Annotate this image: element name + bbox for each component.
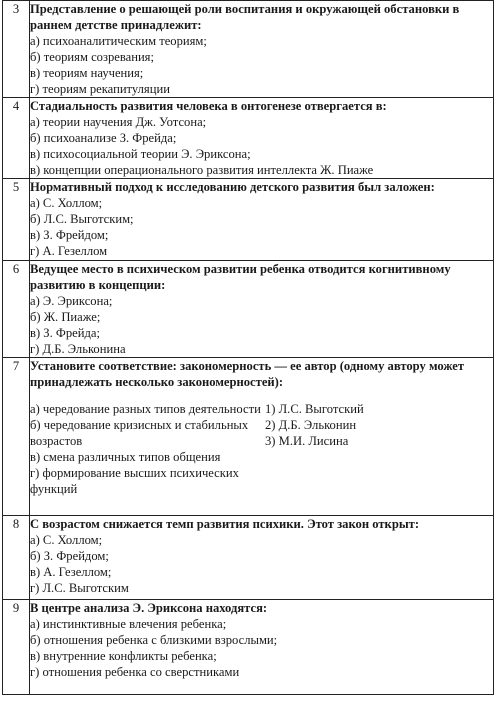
question-cell	[30, 261, 494, 358]
matching-columns	[30, 401, 493, 497]
answer-option: а) С. Холлом;	[30, 533, 103, 547]
question-number: 8	[3, 516, 30, 600]
question-number: 3	[3, 1, 30, 98]
regularity-item: а) чередование разных типов деятельности	[30, 402, 261, 416]
question-text: Установите соответствие: закономерность — ее автор (одному автору может принадлежать несколько закономерностей):	[30, 359, 465, 389]
question-cell	[30, 358, 494, 516]
regularity-item: в) смена различных типов общения	[30, 450, 221, 464]
question-cell	[30, 179, 494, 261]
question-number: 6	[3, 261, 30, 358]
answer-option: в) внутренние конфликты ребенка;	[30, 649, 217, 663]
question-number: 9	[3, 600, 30, 695]
author-item: 1) Л.С. Выготский	[265, 402, 364, 416]
regularity-item: г) формирование высших психических функций	[30, 466, 239, 496]
answer-option: а) С. Холлом;	[30, 196, 103, 210]
answer-option: б) Ж. Пиаже;	[30, 310, 101, 324]
question-cell	[30, 1, 494, 98]
question-row	[3, 358, 494, 516]
regularity-item: б) чередование кризисных и стабильных возрастов	[30, 418, 249, 448]
questions-table	[2, 0, 494, 695]
question-cell	[30, 516, 494, 600]
question-row	[3, 98, 494, 179]
author-item: 2) Д.Б. Эльконин	[265, 418, 357, 432]
question-number: 5	[3, 179, 30, 261]
answer-option: в) З. Фрейда;	[30, 326, 100, 340]
question-row	[3, 261, 494, 358]
question-text: Представление о решающей роли воспитания и окружающей обстановки в раннем детстве принадлежит:	[30, 2, 460, 32]
answer-option: а) инстинктивные влечения ребенка;	[30, 617, 227, 631]
question-row	[3, 600, 494, 695]
question-number: 4	[3, 98, 30, 179]
answer-option: г) теориям рекапитуляции	[30, 82, 170, 96]
answer-option: в) психосоциальной теории Э. Эриксона;	[30, 147, 251, 161]
question-row	[3, 179, 494, 261]
question-cell	[30, 98, 494, 179]
question-text: С возрастом снижается темп развития психики. Этот закон открыт:	[30, 517, 420, 531]
answer-option: б) отношения ребенка с близкими взрослыми;	[30, 633, 278, 647]
authors-column	[265, 401, 465, 497]
author-item: 3) М.И. Лисина	[265, 434, 349, 448]
answer-option: в) теориям научения;	[30, 66, 144, 80]
answer-option: б) психоанализе З. Фрейда;	[30, 131, 177, 145]
question-number: 7	[3, 358, 30, 516]
answer-option: б) Л.С. Выготским;	[30, 212, 134, 226]
answer-option: г) Д.Б. Эльконина	[30, 342, 126, 356]
answer-option: а) Э. Эриксона;	[30, 294, 113, 308]
answer-option: б) теориям созревания;	[30, 50, 154, 64]
answer-option: а) теории научения Дж. Уотсона;	[30, 115, 207, 129]
question-cell	[30, 600, 494, 695]
regularities-column	[30, 401, 265, 497]
question-text: Стадиальность развития человека в онтогенезе отвергается в:	[30, 99, 387, 113]
question-text: Нормативный подход к исследованию детского развития был заложен:	[30, 180, 435, 194]
question-row	[3, 1, 494, 98]
question-row	[3, 516, 494, 600]
question-text: Ведущее место в психическом развитии ребенка отводится когнитивному развитию в концепции:	[30, 262, 451, 292]
answer-option: в) А. Гезеллом;	[30, 565, 112, 579]
question-text: В центре анализа Э. Эриксона находятся:	[30, 601, 268, 615]
answer-option: в) З. Фрейдом;	[30, 228, 109, 242]
answer-option: г) А. Гезеллом	[30, 244, 108, 258]
answer-option: а) психоаналитическим теориям;	[30, 34, 207, 48]
answer-option: г) Л.С. Выготским	[30, 581, 129, 595]
answer-option: в) концепции операционального развития интеллекта Ж. Пиаже	[30, 163, 374, 177]
answer-option: б) З. Фрейдом;	[30, 549, 109, 563]
answer-option: г) отношения ребенка со сверстниками	[30, 665, 240, 679]
